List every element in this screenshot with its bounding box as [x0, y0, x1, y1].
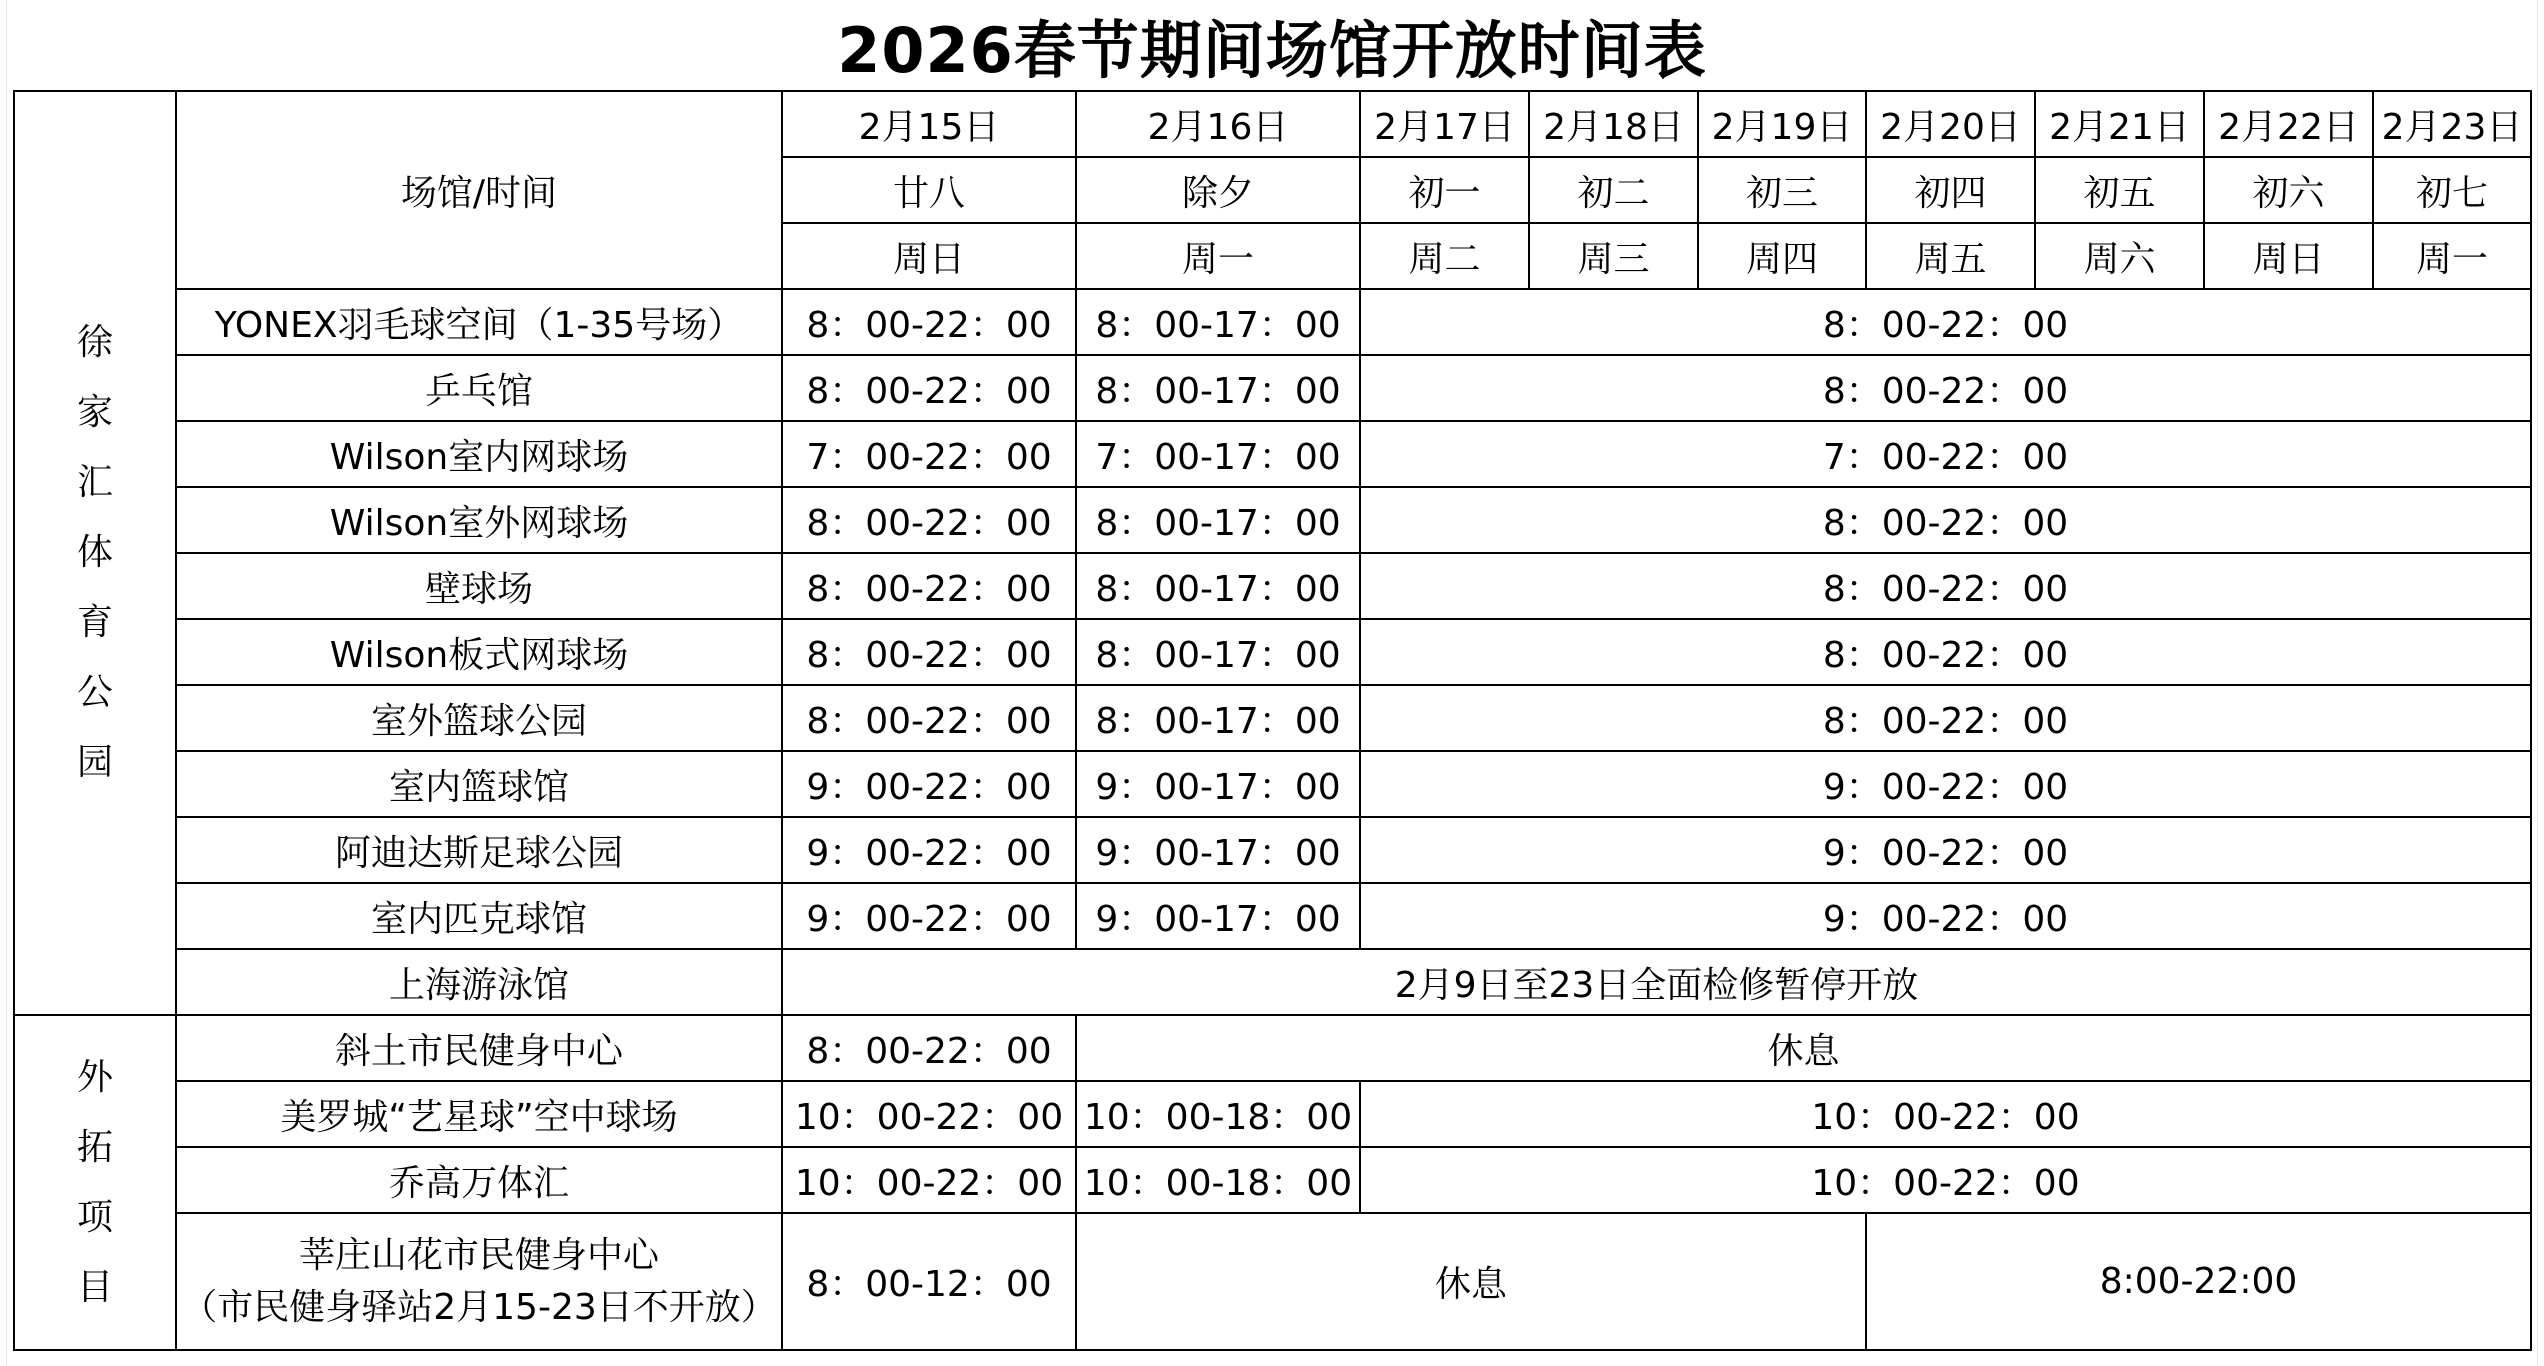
corner-label: 场馆/时间 — [176, 91, 782, 289]
header-date: 2月15日 — [782, 91, 1076, 157]
hours-cell-span: 8：00-22：00 — [1360, 685, 2531, 751]
header-lunar: 初四 — [1866, 157, 2035, 223]
venue-name: Wilson室外网球场 — [176, 487, 782, 553]
table-row — [14, 883, 2531, 949]
group-label-external: 外 拓 项 目 — [14, 1015, 176, 1350]
header-lunar: 初三 — [1698, 157, 1866, 223]
hours-cell: 8：00-17：00 — [1076, 553, 1360, 619]
header-weekday: 周四 — [1698, 223, 1866, 289]
hours-cell: 9：00-17：00 — [1076, 817, 1360, 883]
venue-name: 阿迪达斯足球公园 — [176, 817, 782, 883]
header-weekday: 周六 — [2035, 223, 2204, 289]
hours-cell-span: 8：00-22：00 — [1360, 355, 2531, 421]
rest-cell: 休息 — [1076, 1213, 1866, 1350]
table-row — [14, 1213, 2531, 1350]
hours-cell: 8：00-17：00 — [1076, 619, 1360, 685]
page-title: 2026春节期间场馆开放时间表 — [837, 13, 1707, 87]
header-date: 2月21日 — [2035, 91, 2204, 157]
header-weekday: 周日 — [2204, 223, 2373, 289]
header-date: 2月18日 — [1529, 91, 1698, 157]
hours-cell: 9：00-17：00 — [1076, 883, 1360, 949]
hours-cell: 10：00-22：00 — [782, 1147, 1076, 1213]
table-row — [14, 1015, 2531, 1081]
header-date: 2月20日 — [1866, 91, 2035, 157]
group-label-xujiahui: 徐 家 汇 体 育 公 园 — [14, 91, 176, 1015]
table-row — [14, 949, 2531, 1015]
hours-cell-span: 8：00-22：00 — [1360, 289, 2531, 355]
hours-cell-span: 10：00-22：00 — [1360, 1147, 2531, 1213]
venue-name: 室内匹克球馆 — [176, 883, 782, 949]
hours-cell-span: 9：00-22：00 — [1360, 817, 2531, 883]
table-row — [14, 817, 2531, 883]
venue-name: 壁球场 — [176, 553, 782, 619]
venue-note-line: （市民健身驿站2月15-23日不开放） — [181, 1286, 777, 1328]
hours-cell: 8：00-17：00 — [1076, 685, 1360, 751]
hours-cell-span: 8：00-22：00 — [1360, 553, 2531, 619]
venue-name: YONEX羽毛球空间（1-35号场） — [176, 289, 782, 355]
hours-cell: 10：00-18：00 — [1076, 1147, 1360, 1213]
hours-cell: 10：00-18：00 — [1076, 1081, 1360, 1147]
header-lunar: 初五 — [2035, 157, 2204, 223]
hours-cell: 9：00-22：00 — [782, 883, 1076, 949]
hours-cell: 8：00-12：00 — [782, 1213, 1076, 1350]
header-date: 2月22日 — [2204, 91, 2373, 157]
hours-cell: 8：00-17：00 — [1076, 289, 1360, 355]
hours-cell: 9：00-17：00 — [1076, 751, 1360, 817]
rest-cell: 休息 — [1076, 1015, 2531, 1081]
header-lunar: 初二 — [1529, 157, 1698, 223]
table-row — [14, 421, 2531, 487]
table-row — [14, 619, 2531, 685]
hours-cell: 8：00-22：00 — [782, 289, 1076, 355]
header-lunar: 除夕 — [1076, 157, 1360, 223]
hours-cell: 9：00-22：00 — [782, 817, 1076, 883]
hours-cell: 10：00-22：00 — [782, 1081, 1076, 1147]
venue-name: 乔高万体汇 — [176, 1147, 782, 1213]
venue-name: 乒乓馆 — [176, 355, 782, 421]
header-date: 2月19日 — [1698, 91, 1866, 157]
venue-name: Wilson室内网球场 — [176, 421, 782, 487]
header-weekday: 周二 — [1360, 223, 1529, 289]
hours-cell: 8：00-22：00 — [782, 1015, 1076, 1081]
venue-name: 斜土市民健身中心 — [176, 1015, 782, 1081]
header-date: 2月23日 — [2373, 91, 2531, 157]
table-row — [14, 553, 2531, 619]
table-row — [14, 1147, 2531, 1213]
venue-name: 室内篮球馆 — [176, 751, 782, 817]
hours-cell-span: 9：00-22：00 — [1360, 751, 2531, 817]
header-lunar: 初七 — [2373, 157, 2531, 223]
header-weekday: 周日 — [782, 223, 1076, 289]
hours-cell-span: 7：00-22：00 — [1360, 421, 2531, 487]
table-row — [14, 751, 2531, 817]
venue-name-line: 莘庄山花市民健身中心 — [298, 1234, 659, 1276]
hours-cell-span: 8:00-22:00 — [1866, 1213, 2531, 1350]
hours-cell: 8：00-17：00 — [1076, 487, 1360, 553]
venue-name: 上海游泳馆 — [176, 949, 782, 1015]
header-weekday: 周三 — [1529, 223, 1698, 289]
hours-cell-span: 8：00-22：00 — [1360, 487, 2531, 553]
hours-cell: 8：00-22：00 — [782, 553, 1076, 619]
header-date: 2月17日 — [1360, 91, 1529, 157]
schedule-table — [13, 90, 2532, 1351]
hours-cell-span: 8：00-22：00 — [1360, 619, 2531, 685]
hours-cell: 8：00-22：00 — [782, 487, 1076, 553]
hours-cell: 8：00-22：00 — [782, 685, 1076, 751]
hours-cell-span: 9：00-22：00 — [1360, 883, 2531, 949]
table-row — [14, 289, 2531, 355]
venue-name — [176, 1213, 782, 1350]
hours-cell: 8：00-17：00 — [1076, 355, 1360, 421]
hours-cell: 8：00-22：00 — [782, 355, 1076, 421]
header-lunar: 初一 — [1360, 157, 1529, 223]
venue-name: Wilson板式网球场 — [176, 619, 782, 685]
table-row — [14, 1081, 2531, 1147]
header-lunar: 廿八 — [782, 157, 1076, 223]
venue-name: 室外篮球公园 — [176, 685, 782, 751]
header-weekday: 周一 — [2373, 223, 2531, 289]
header-weekday: 周五 — [1866, 223, 2035, 289]
table-row — [14, 355, 2531, 421]
hours-cell: 9：00-22：00 — [782, 751, 1076, 817]
closure-note: 2月9日至23日全面检修暂停开放 — [782, 949, 2531, 1015]
header-date: 2月16日 — [1076, 91, 1360, 157]
header-row-dates — [14, 91, 2531, 157]
header-weekday: 周一 — [1076, 223, 1360, 289]
hours-cell: 7：00-22：00 — [782, 421, 1076, 487]
table-row — [14, 685, 2531, 751]
table-row — [14, 487, 2531, 553]
venue-name: 美罗城“艺星球”空中球场 — [176, 1081, 782, 1147]
hours-cell-span: 10：00-22：00 — [1360, 1081, 2531, 1147]
hours-cell: 7：00-17：00 — [1076, 421, 1360, 487]
header-lunar: 初六 — [2204, 157, 2373, 223]
hours-cell: 8：00-22：00 — [782, 619, 1076, 685]
